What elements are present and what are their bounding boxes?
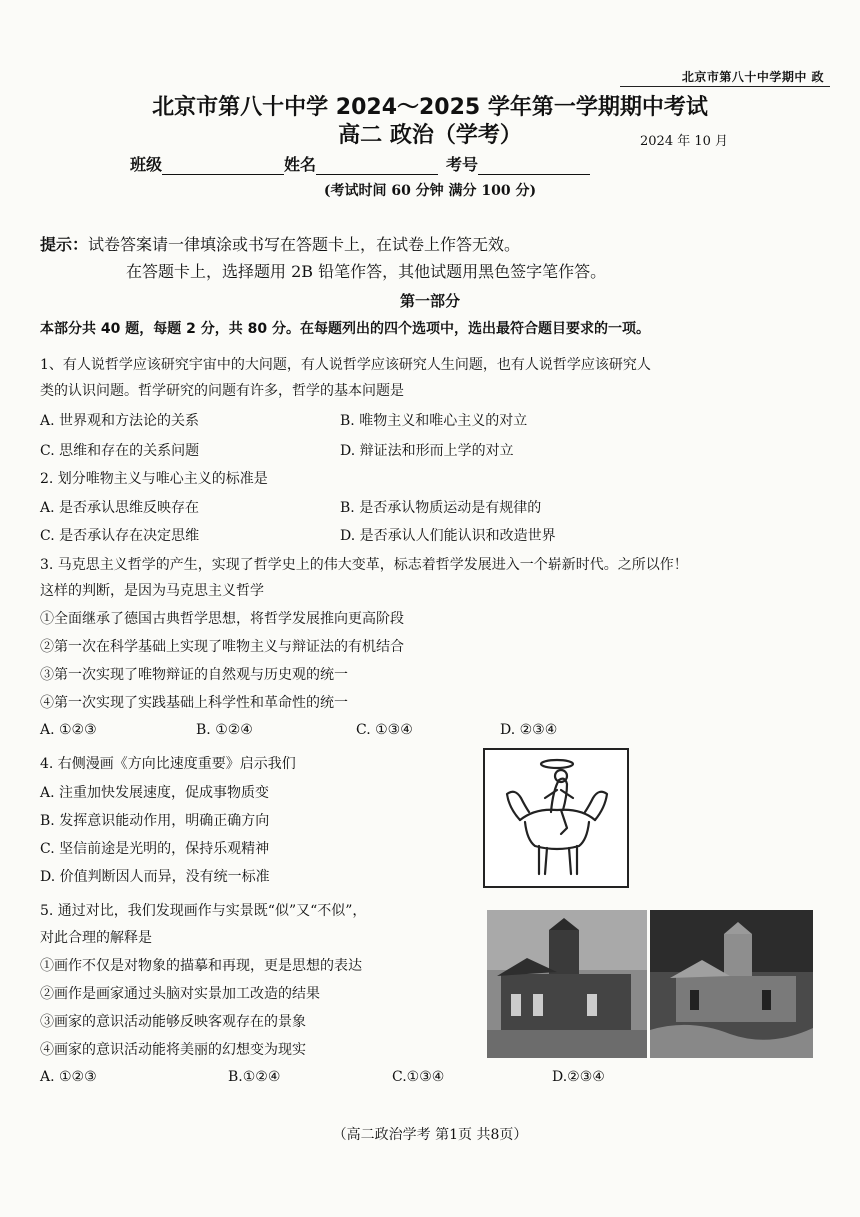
tip-text-1: 试卷答案请一律填涂或书写在答题卡上，在试卷上作答无效。 <box>88 235 521 254</box>
q1-option-a: A. 世界观和方法论的关系 <box>40 413 200 429</box>
q5-statement-1: ①画作不仅是对物象的描摹和再现，更是思想的表达 <box>40 958 362 974</box>
q2-option-b: B. 是否承认物质运动是有规律的 <box>340 500 542 516</box>
student-info-fields <box>130 152 590 175</box>
q5-statement-3: ③画家的意识活动能够反映客观存在的景象 <box>40 1014 306 1030</box>
q1-stem-line-1: 1、有人说哲学应该研究宇宙中的大问题，有人说哲学应该研究人生问题，也有人说哲学应该研究人 <box>40 357 651 373</box>
q4-option-b: B. 发挥意识能动作用，明确正确方向 <box>40 813 270 829</box>
q1-option-c: C. 思维和存在的关系问题 <box>40 443 200 459</box>
two-headed-horse-illustration <box>485 750 627 886</box>
header-tag-underline <box>620 86 830 87</box>
number-label: 考号 <box>446 155 479 174</box>
class-label: 班级 <box>130 155 163 174</box>
q3-statement-3: ③第一次实现了唯物辩证的自然观与历史观的统一 <box>40 667 348 683</box>
q5-option-c: C.①③④ <box>392 1069 445 1085</box>
part-title: 第一部分 <box>399 292 460 310</box>
page-footer: （高二政治学考 第1页 共8页） <box>332 1127 528 1143</box>
q3-stem-line-1: 3. 马克思主义哲学的产生，实现了哲学史上的伟大变革，标志着哲学发展进入一个崭新时代。之所以作！ <box>40 557 688 573</box>
tip-label: 提示： <box>40 235 89 254</box>
q3-statement-4: ④第一次实现了实践基础上科学性和革命性的统一 <box>40 695 348 711</box>
church-photo-drawing <box>487 910 647 1058</box>
q4-option-d: D. 价值判断因人而异，没有统一标准 <box>40 869 270 885</box>
tip-line-2: 在答题卡上，选择题用 2B 铅笔作答，其他试题用黑色签字笔作答。 <box>126 262 607 281</box>
q5-statement-2: ②画作是画家通过头脑对实景加工改造的结果 <box>40 986 320 1002</box>
comic-image <box>483 748 629 888</box>
q2-option-a: A. 是否承认思维反映存在 <box>40 500 200 516</box>
exam-date: 2024 年 10 月 <box>640 134 729 149</box>
q1-stem-line-2: 类的认识问题。哲学研究的问题有许多，哲学的基本问题是 <box>40 383 404 399</box>
q3-option-a: A. ①②③ <box>40 722 97 738</box>
part-intro: 本部分共 40 题，每题 2 分，共 80 分。在每题列出的四个选项中，选出最符合题目要求的一项。 <box>40 321 650 337</box>
q3-statement-2: ②第一次在科学基础上实现了唯物主义与辩证法的有机结合 <box>40 639 404 655</box>
q1-option-d: D. 辩证法和形而上学的对立 <box>340 443 514 459</box>
church-photo <box>487 910 647 1058</box>
header-tag: 北京市第八十中学期中 政 <box>681 70 824 84</box>
exam-subtitle: 高二 政治（学考） <box>338 123 522 148</box>
church-painting-drawing <box>650 910 813 1058</box>
q5-option-d: D.②③④ <box>552 1069 605 1085</box>
q5-statement-4: ④画家的意识活动能将美丽的幻想变为现实 <box>40 1042 306 1058</box>
q4-stem: 4. 右侧漫画《方向比速度重要》启示我们 <box>40 756 296 772</box>
q5-stem-line-2: 对此合理的解释是 <box>40 930 152 946</box>
q2-stem: 2. 划分唯物主义与唯心主义的标准是 <box>40 471 268 487</box>
q2-option-c: C. 是否承认存在决定思维 <box>40 528 200 544</box>
name-blank <box>316 158 438 175</box>
q3-option-c: C. ①③④ <box>356 722 413 738</box>
q5-option-b: B.①②④ <box>228 1069 281 1085</box>
q4-option-c: C. 坚信前途是光明的，保持乐观精神 <box>40 841 270 857</box>
tip-line-1 <box>40 232 520 255</box>
q5-stem-line-1: 5. 通过对比，我们发现画作与实景既“似”又“不似”， <box>40 903 367 919</box>
q3-stem-line-2: 这样的判断，是因为马克思主义哲学 <box>40 583 264 599</box>
church-painting <box>650 910 813 1058</box>
q1-option-b: B. 唯物主义和唯心主义的对立 <box>340 413 528 429</box>
q4-option-a: A. 注重加快发展速度，促成事物质变 <box>40 785 270 801</box>
q2-option-d: D. 是否承认人们能认识和改造世界 <box>340 528 556 544</box>
q3-statement-1: ①全面继承了德国古典哲学思想，将哲学发展推向更高阶段 <box>40 611 404 627</box>
name-label: 姓名 <box>284 155 317 174</box>
q3-option-d: D. ②③④ <box>500 722 558 738</box>
exam-title: 北京市第八十中学 2024～2025 学年第一学期期中考试 <box>152 95 708 120</box>
exam-time-info: (考试时间 60 分钟 满分 100 分) <box>323 183 537 199</box>
q3-option-b: B. ①②④ <box>196 722 253 738</box>
number-blank <box>478 158 590 175</box>
class-blank <box>162 158 284 175</box>
q5-option-a: A. ①②③ <box>40 1069 97 1085</box>
